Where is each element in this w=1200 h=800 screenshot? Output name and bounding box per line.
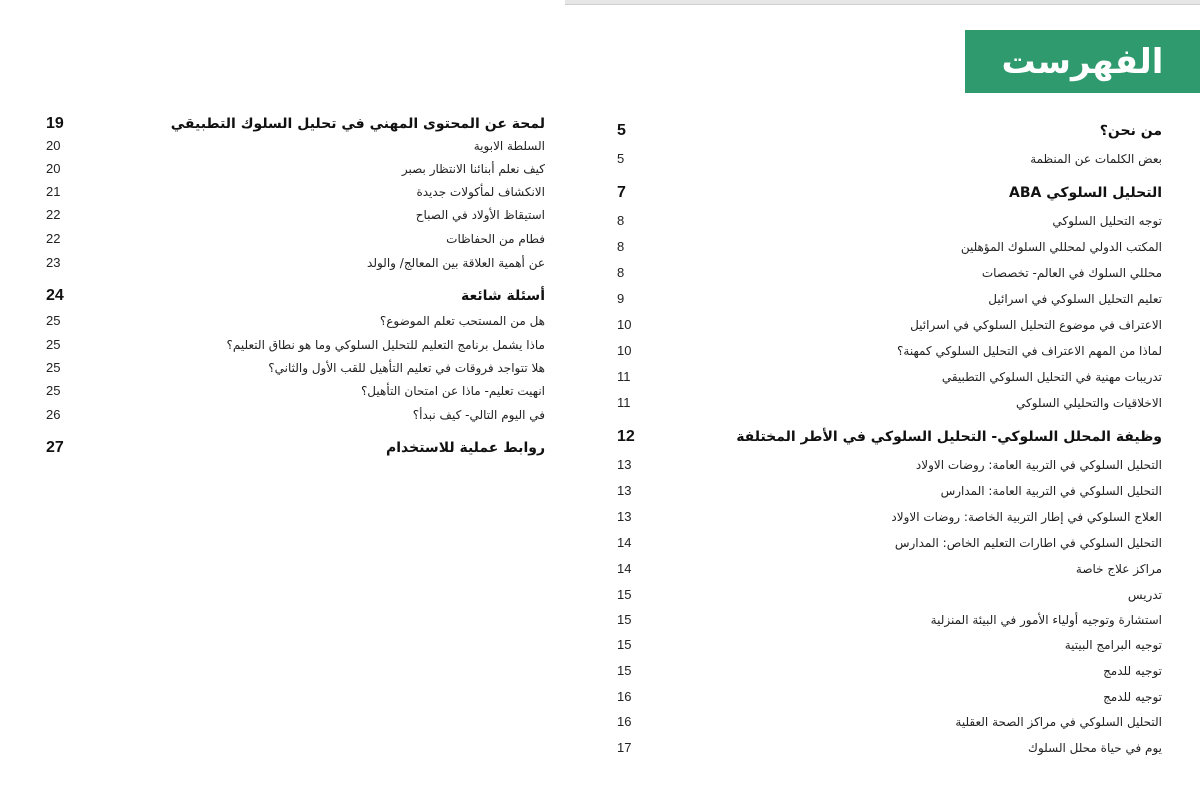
toc-entry[interactable]	[612, 148, 1162, 170]
toc-page-number: 24	[46, 287, 64, 304]
toc-entry[interactable]	[612, 532, 1162, 554]
toc-heading-label: من نحن؟	[1099, 123, 1162, 139]
toc-page-number: 15	[617, 663, 632, 678]
toc-entry-label: التحليل السلوكي في التربية العامة: روضات الاولاد	[915, 458, 1162, 472]
toc-entry-label: توجيه للدمج	[1103, 664, 1162, 678]
toc-entry-label: تدريبات مهنية في التحليل السلوكي التطبيقي	[941, 370, 1162, 384]
toc-page-number: 7	[617, 184, 626, 201]
toc-entry[interactable]	[40, 357, 545, 379]
toc-entry-label: انهيت تعليم- ماذا عن امتحان التأهيل؟	[360, 384, 545, 398]
toc-entry[interactable]	[40, 404, 545, 426]
toc-page-number: 9	[617, 291, 625, 306]
toc-section-heading[interactable]	[612, 182, 1162, 204]
toc-entry-label: فطام من الحفاظات	[446, 232, 545, 246]
toc-page-number: 12	[617, 428, 635, 445]
toc-page-number: 11	[617, 395, 631, 410]
toc-entry-label: تعليم التحليل السلوكي في اسرائيل	[988, 292, 1162, 306]
toc-entry-label: المكتب الدولي لمحللي السلوك المؤهلين	[960, 240, 1162, 254]
toc-entry[interactable]	[612, 737, 1162, 759]
toc-entry-label: هلا تتواجد فروقات في تعليم التأهيل للقب الأول والثاني؟	[268, 361, 545, 375]
toc-page-number: 25	[46, 337, 61, 352]
toc-page-number: 5	[617, 122, 626, 139]
toc-heading-label: التحليل السلوكي ABA	[1009, 185, 1162, 201]
toc-entry-label: التحليل السلوكي في اطارات التعليم الخاص: المدارس	[894, 536, 1162, 550]
toc-entry[interactable]	[612, 480, 1162, 502]
toc-entry-label: استشارة وتوجيه أولياء الأمور في البيئة المنزلية	[930, 613, 1162, 627]
toc-page-number: 10	[617, 317, 632, 332]
toc-page-number: 22	[46, 207, 61, 222]
toc-page-number: 25	[46, 313, 61, 328]
toc-page-number: 22	[46, 231, 61, 246]
toc-section-heading[interactable]	[612, 120, 1162, 142]
toc-entry[interactable]	[612, 340, 1162, 362]
toc-entry[interactable]	[612, 262, 1162, 284]
toc-entry-label: الاخلاقيات والتحليلي السلوكي	[1016, 396, 1162, 410]
toc-entry[interactable]	[612, 660, 1162, 682]
toc-entry[interactable]	[612, 392, 1162, 414]
toc-page-number: 11	[617, 369, 631, 384]
toc-entry[interactable]	[40, 310, 545, 332]
toc-entry[interactable]	[612, 210, 1162, 232]
toc-entry[interactable]	[40, 334, 545, 356]
toc-heading-label: روابط عملية للاستخدام	[385, 440, 545, 456]
toc-section-heading[interactable]	[40, 113, 545, 135]
toc-entry[interactable]	[40, 181, 545, 203]
toc-entry-label: السلطة الابوية	[473, 139, 545, 153]
toc-entry[interactable]	[612, 711, 1162, 733]
toc-entry[interactable]	[612, 584, 1162, 606]
toc-page-number: 26	[46, 407, 61, 422]
toc-entry-label: توجيه للدمج	[1103, 690, 1162, 704]
toc-page-number: 15	[617, 612, 632, 627]
toc-entry[interactable]	[612, 314, 1162, 336]
toc-entry[interactable]	[612, 686, 1162, 708]
toc-entry-label: مراكز علاج خاصة	[1075, 562, 1162, 576]
toc-entry-label: محللي السلوك في العالم- تخصصات	[981, 266, 1162, 280]
toc-page-number: 8	[617, 265, 625, 280]
toc-entry-label: لماذا من المهم الاعتراف في التحليل السلوكي كمهنة؟	[897, 344, 1162, 358]
toc-entry-label: استيقاظ الأولاد في الصباح	[415, 208, 545, 222]
toc-entry[interactable]	[40, 158, 545, 180]
toc-page-number: 15	[617, 637, 632, 652]
toc-entry-label: التحليل السلوكي في التربية العامة: المدارس	[940, 484, 1162, 498]
toc-page-number: 14	[617, 535, 632, 550]
toc-entry[interactable]	[612, 558, 1162, 580]
toc-entry-label: عن أهمية العلاقة بين المعالج/ والولد	[367, 256, 545, 270]
toc-page-number: 20	[46, 161, 61, 176]
toc-page-number: 5	[617, 151, 625, 166]
toc-page-number: 14	[617, 561, 632, 576]
toc-heading-label: لمحة عن المحتوى المهني في تحليل السلوك التطبيقي	[170, 116, 545, 132]
toc-page-number: 13	[617, 457, 632, 472]
toc-page-number: 8	[617, 213, 625, 228]
toc-entry-label: العلاج السلوكي في إطار التربية الخاصة: روضات الاولاد	[891, 510, 1162, 524]
toc-entry[interactable]	[40, 135, 545, 157]
toc-page-number: 20	[46, 138, 61, 153]
toc-entry-label: الانكشاف لمأكولات جديدة	[416, 185, 545, 199]
toc-entry[interactable]	[612, 454, 1162, 476]
page-top-border	[565, 0, 1200, 5]
toc-section-heading[interactable]	[612, 426, 1162, 448]
toc-heading-label: وظيفة المحلل السلوكي- التحليل السلوكي في الأطر المختلفة	[736, 429, 1162, 445]
toc-page-number: 13	[617, 509, 632, 524]
toc-entry-label: الاعتراف في موضوع التحليل السلوكي في اسرائيل	[910, 318, 1162, 332]
toc-page-number: 15	[617, 587, 632, 602]
toc-entry[interactable]	[612, 634, 1162, 656]
toc-page-number: 25	[46, 383, 61, 398]
toc-entry-label: بعض الكلمات عن المنظمة	[1030, 152, 1162, 166]
toc-section-heading[interactable]	[40, 285, 545, 307]
toc-page-number: 23	[46, 255, 61, 270]
toc-entry-label: ماذا يشمل برنامج التعليم للتحليل السلوكي وما هو نطاق التعليم؟	[226, 338, 545, 352]
toc-entry-label: توجيه البرامج البيتية	[1064, 638, 1162, 652]
toc-entry-label: تدريس	[1127, 588, 1162, 602]
toc-page-number: 8	[617, 239, 625, 254]
toc-entry-label: هل من المستحب تعلم الموضوع؟	[379, 314, 545, 328]
toc-entry[interactable]	[40, 228, 545, 250]
toc-page-number: 27	[46, 439, 64, 456]
toc-entry-label: التحليل السلوكي في مراكز الصحة العقلية	[955, 715, 1162, 729]
toc-entry-label: في اليوم التالي- كيف نبدأ؟	[412, 408, 545, 422]
toc-heading-label: أسئلة شائعة	[460, 288, 545, 304]
toc-entry-label: توجه التحليل السلوكي	[1052, 214, 1162, 228]
toc-entry-label: يوم في حياة محلل السلوك	[1028, 741, 1162, 755]
toc-entry[interactable]	[612, 236, 1162, 258]
toc-page-number: 19	[46, 115, 64, 132]
toc-entry[interactable]	[40, 380, 545, 402]
toc-page-number: 10	[617, 343, 632, 358]
toc-page-number: 21	[46, 184, 61, 199]
toc-entry[interactable]	[612, 288, 1162, 310]
toc-page-number: 25	[46, 360, 61, 375]
toc-page-number: 16	[617, 689, 632, 704]
toc-entry[interactable]	[612, 366, 1162, 388]
toc-page-number: 17	[617, 740, 632, 755]
toc-entry-label: كيف نعلم أبنائنا الانتظار بصبر	[401, 162, 545, 176]
toc-entry[interactable]	[40, 252, 545, 274]
toc-page-number: 13	[617, 483, 632, 498]
toc-page-number: 16	[617, 714, 632, 729]
toc-section-heading[interactable]	[40, 437, 545, 459]
toc-entry[interactable]	[612, 609, 1162, 631]
toc-entry[interactable]	[40, 204, 545, 226]
toc-title: الفهرست	[965, 30, 1200, 93]
toc-entry[interactable]	[612, 506, 1162, 528]
